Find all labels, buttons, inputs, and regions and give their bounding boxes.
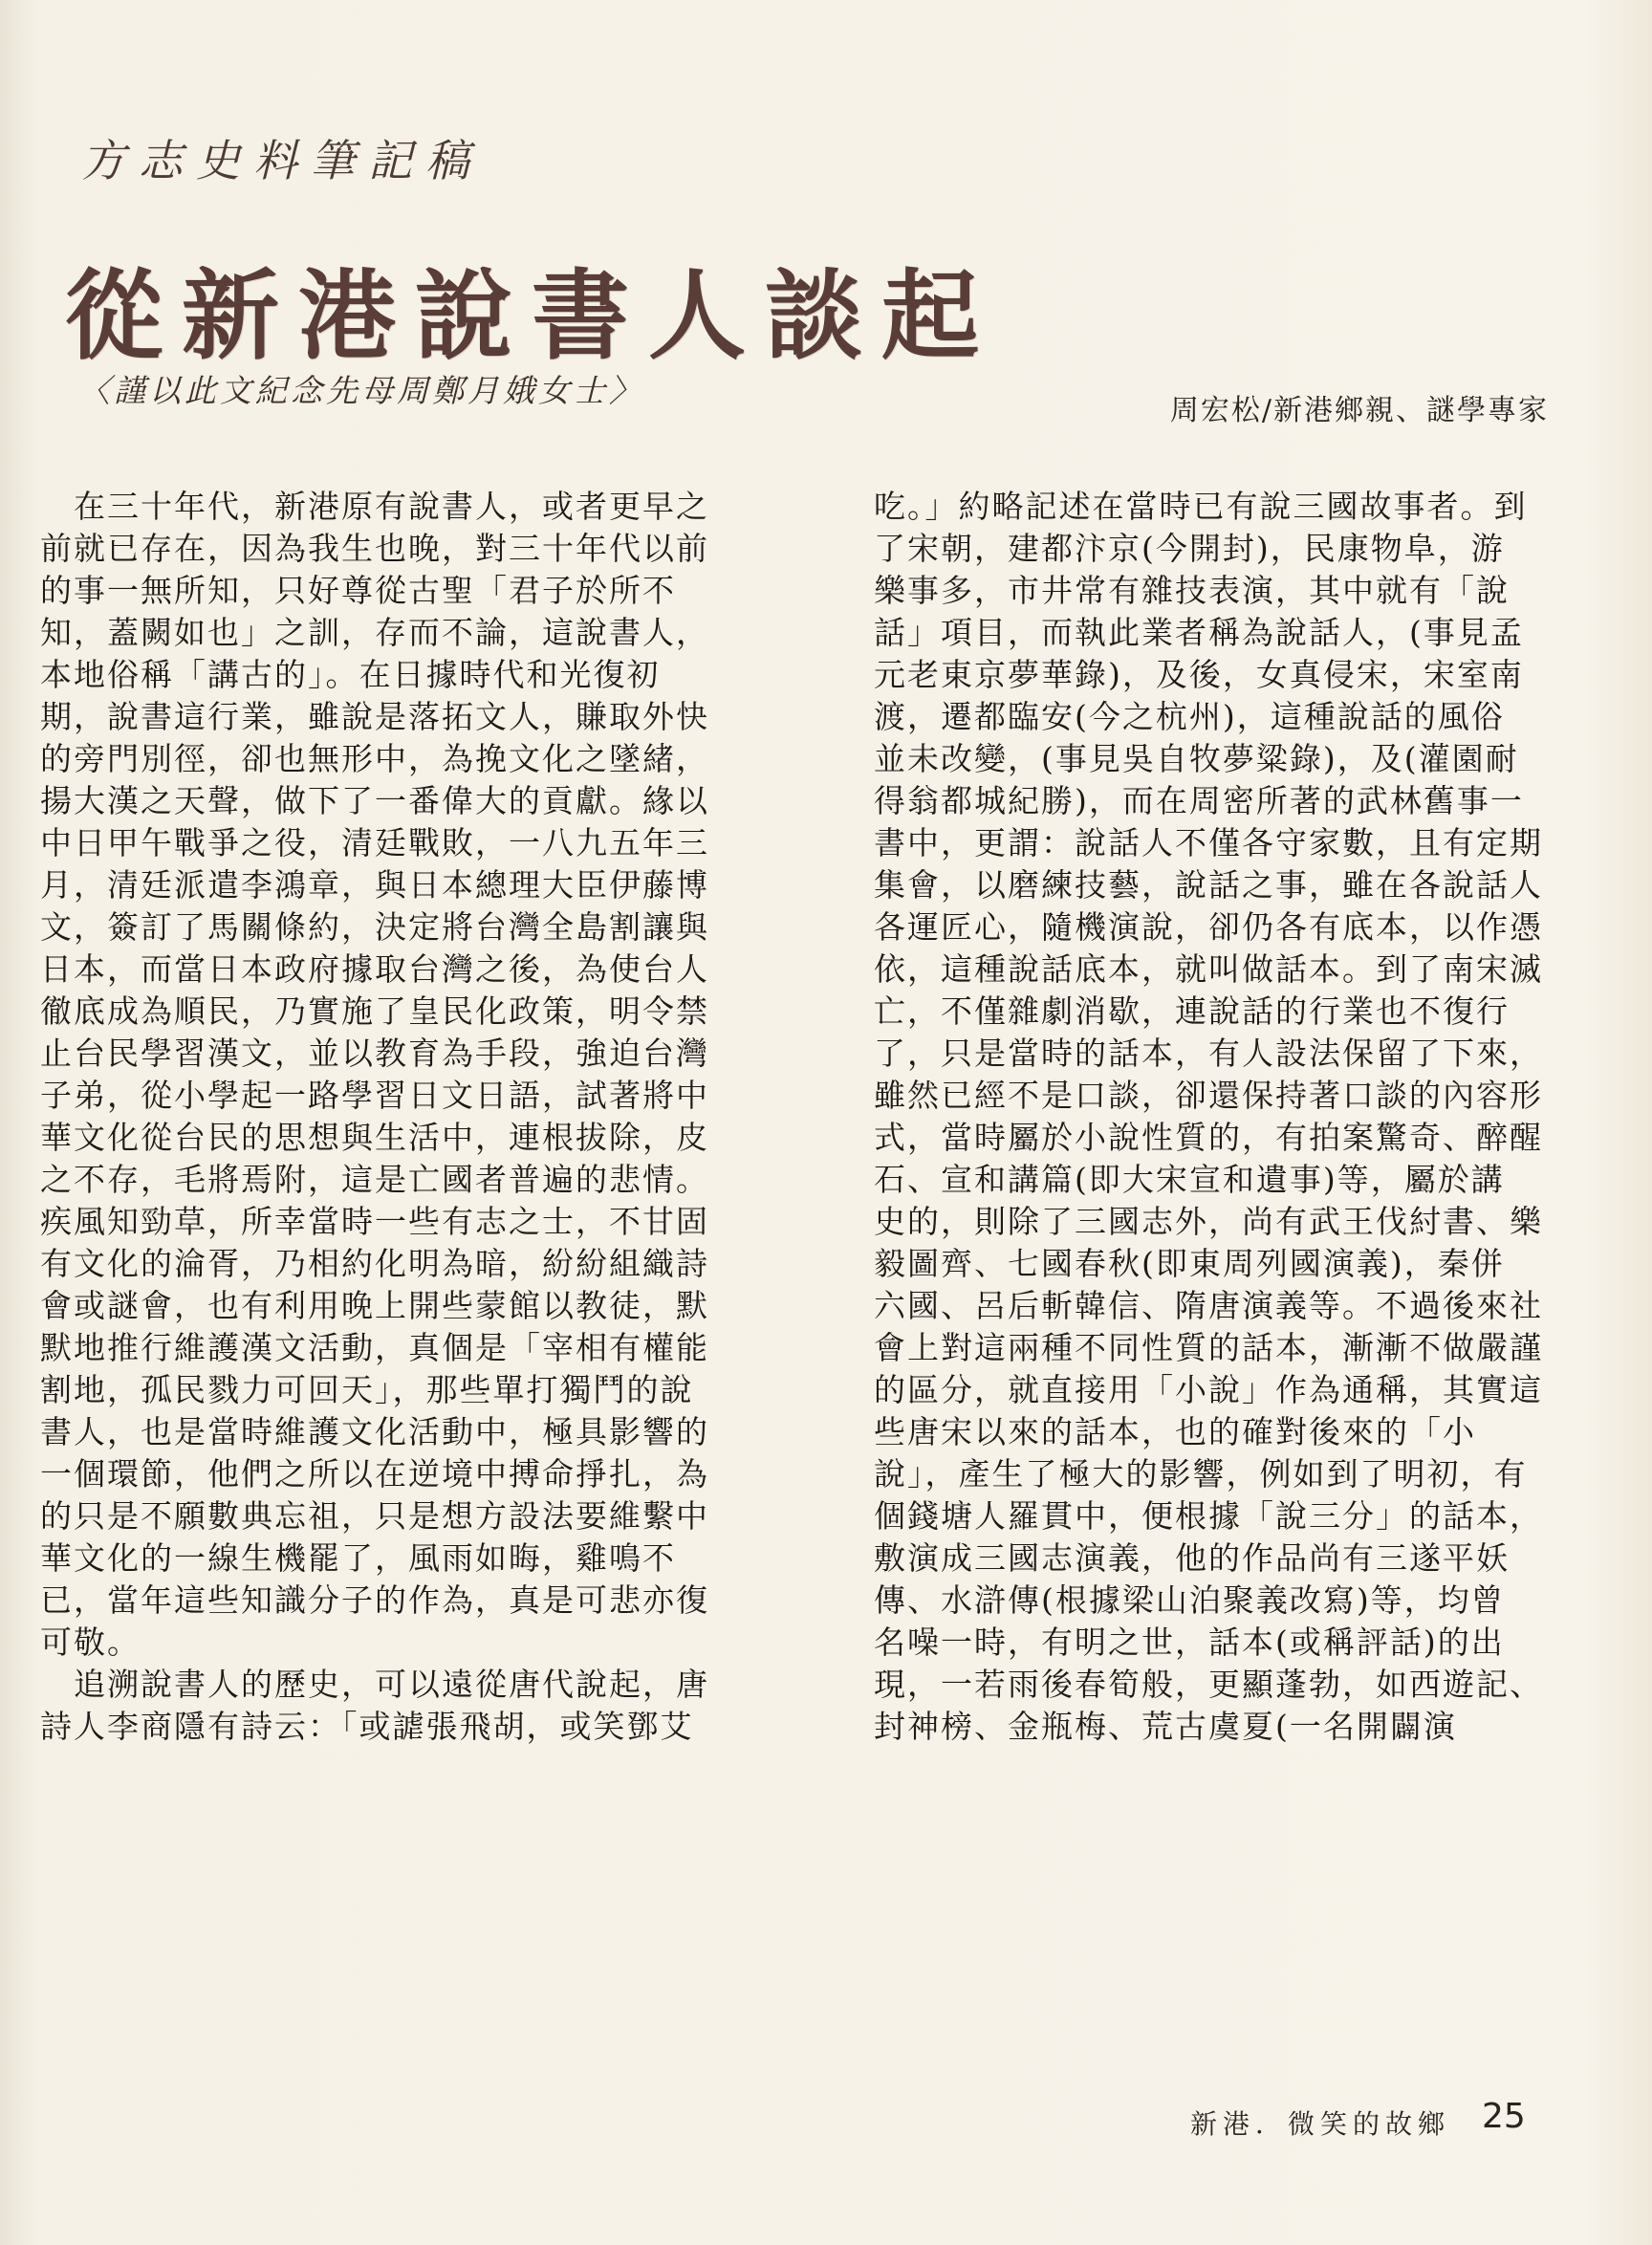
text-line: 雖然已經不是口談，卻還保持著口談的內容形 bbox=[874, 1077, 1543, 1114]
text-line: 些唐宋以來的話本，也的確對後來的「小 bbox=[874, 1413, 1476, 1450]
text-line: 默地推行維護漢文活動，真個是「宰相有權能 bbox=[40, 1329, 709, 1366]
text-line: 有文化的淪胥，乃相約化明為暗，紛紛組織詩 bbox=[40, 1245, 709, 1282]
text-line: 疾風知勁草，所幸當時一些有志之士，不甘固 bbox=[40, 1203, 709, 1240]
text-line: 知，蓋闕如也」之訓，存而不論，這說書人， bbox=[40, 614, 709, 651]
text-line: 本地俗稱「講古的」。在日據時代和光復初 bbox=[40, 656, 661, 693]
text-line: 並未改變，(事見吳自牧夢粱錄)，及(灌園耐 bbox=[874, 740, 1519, 777]
text-line: 月，清廷派遣李鴻章，與日本總理大臣伊藤博 bbox=[40, 866, 709, 904]
text-line: 徹底成為順民，乃實施了皇民化政策，明令禁 bbox=[40, 992, 709, 1030]
text-line: 依，這種說話底本，就叫做話本。到了南宋滅 bbox=[874, 950, 1543, 988]
text-line: 華文化的一線生機罷了，風雨如晦，雞鳴不 bbox=[40, 1539, 676, 1577]
text-line: 的區分，就直接用「小說」作為通稱，其實這 bbox=[874, 1371, 1543, 1408]
text-line: 六國、呂后斬韓信、隋唐演義等。不過後來社 bbox=[874, 1287, 1543, 1324]
text-line: 文，簽訂了馬關條約，決定將台灣全島割讓與 bbox=[40, 908, 709, 946]
text-line: 之不存，毛將焉附，這是亡國者普遍的悲情。 bbox=[40, 1161, 709, 1198]
text-line: 日本，而當日本政府據取台灣之後，為使台人 bbox=[40, 950, 709, 988]
text-line: 的旁門別徑，卻也無形中，為挽文化之墜緒， bbox=[40, 740, 709, 777]
text-line: 的只是不願數典忘祖，只是想方設法要維繫中 bbox=[40, 1497, 709, 1535]
text-line: 傳、水滸傳(根據梁山泊聚義改寫)等，均曾 bbox=[874, 1581, 1505, 1619]
text-line: 追溯說書人的歷史，可以遠從唐代說起，唐 bbox=[40, 1666, 709, 1703]
text-line: 書中，更謂：說話人不僅各守家數，且有定期 bbox=[874, 824, 1543, 861]
author-byline: 周宏松/新港鄉親、謎學專家 bbox=[1169, 394, 1549, 427]
article-subtitle: 〈謹以此文紀念先母周鄭月娥女士〉 bbox=[78, 372, 644, 409]
text-line: 了宋朝，建都汴京(今開封)，民康物阜，游 bbox=[874, 530, 1505, 567]
text-line: 渡，遷都臨安(今之杭州)，這種說話的風俗 bbox=[874, 698, 1505, 735]
text-line: 華文化從台民的思想與生活中，連根拔除，皮 bbox=[40, 1119, 709, 1156]
series-label: 方志史料筆記稿 bbox=[81, 135, 483, 186]
text-line: 史的，則除了三國志外，尚有武王伐紂書、樂 bbox=[874, 1203, 1543, 1240]
text-line: 了，只是當時的話本，有人設法保留了下來， bbox=[874, 1035, 1543, 1072]
text-line: 現，一若雨後春筍般，更顯蓬勃，如西遊記、 bbox=[874, 1666, 1543, 1703]
text-line: 石、宣和講篇(即大宋宣和遺事)等，屬於講 bbox=[874, 1161, 1505, 1198]
text-line: 在三十年代，新港原有說書人，或者更早之 bbox=[40, 488, 709, 525]
page-number: 25 bbox=[1482, 2097, 1526, 2136]
text-line: 割地，孤民戮力可回天」，那些單打獨鬥的說 bbox=[40, 1371, 694, 1408]
text-line: 可敬。 bbox=[40, 1624, 141, 1661]
text-line: 已，當年這些知識分子的作為，真是可悲亦復 bbox=[40, 1581, 709, 1619]
article-title: 從新港說書人談起 bbox=[65, 259, 998, 374]
text-line: 會或謎會，也有利用晚上開些蒙館以教徒，默 bbox=[40, 1287, 709, 1324]
text-line: 會上對這兩種不同性質的話本，漸漸不做嚴謹 bbox=[874, 1329, 1543, 1366]
text-line: 書人，也是當時維護文化活動中，極具影響的 bbox=[40, 1413, 709, 1450]
text-line: 話」項目，而執此業者稱為說話人，(事見孟 bbox=[874, 614, 1524, 651]
text-column-right bbox=[874, 486, 1629, 1748]
text-line: 元老東京夢華錄)，及後，女真侵宋，宋室南 bbox=[874, 656, 1524, 693]
text-line: 期，說書這行業，雖說是落拓文人，賺取外快 bbox=[40, 698, 709, 735]
text-line: 集會，以磨練技藝，說話之事，雖在各說話人 bbox=[874, 866, 1543, 904]
text-line: 得翁都城紀勝)，而在周密所著的武林舊事一 bbox=[874, 782, 1524, 819]
text-line: 中日甲午戰爭之役，清廷戰敗，一八九五年三 bbox=[40, 824, 709, 861]
text-line: 樂事多，市井常有雜技表演，其中就有「說 bbox=[874, 572, 1510, 609]
text-line: 個錢塘人羅貫中，便根據「說三分」的話本， bbox=[874, 1497, 1543, 1535]
text-line: 子弟，從小學起一路學習日文日語，試著將中 bbox=[40, 1077, 709, 1114]
text-line: 毅圖齊、七國春秋(即東周列國演義)，秦併 bbox=[874, 1245, 1505, 1282]
text-line: 敷演成三國志演義，他的作品尚有三遂平妖 bbox=[874, 1539, 1510, 1577]
text-line: 前就已存在，因為我生也晚，對三十年代以前 bbox=[40, 530, 709, 567]
text-line: 的事一無所知，只好尊從古聖「君子於所不 bbox=[40, 572, 676, 609]
text-line: 一個環節，他們之所以在逆境中搏命掙扎，為 bbox=[40, 1455, 709, 1493]
footer-magazine-title: 新港．微笑的故鄉 bbox=[1190, 2108, 1451, 2140]
text-line: 亡，不僅雜劇消歇，連說話的行業也不復行 bbox=[874, 992, 1510, 1030]
text-line: 各運匠心，隨機演說，卻仍各有底本，以作憑 bbox=[874, 908, 1543, 946]
text-column-left bbox=[40, 486, 795, 1748]
text-line: 詩人李商隱有詩云：「或謔張飛胡，或笑鄧艾 bbox=[40, 1708, 694, 1745]
text-line: 揚大漢之天聲，做下了一番偉大的貢獻。緣以 bbox=[40, 782, 709, 819]
text-line: 式，當時屬於小說性質的，有拍案驚奇、醉醒 bbox=[874, 1119, 1543, 1156]
text-line: 吃。」約略記述在當時已有說三國故事者。到 bbox=[874, 488, 1528, 525]
text-line: 名噪一時，有明之世，話本(或稱評話)的出 bbox=[874, 1624, 1505, 1661]
text-line: 封神榜、金瓶梅、荒古虞夏(一名開闢演 bbox=[874, 1708, 1457, 1745]
text-line: 止台民學習漢文，並以教育為手段，強迫台灣 bbox=[40, 1035, 709, 1072]
text-line: 說」，產生了極大的影響，例如到了明初，有 bbox=[874, 1455, 1528, 1493]
